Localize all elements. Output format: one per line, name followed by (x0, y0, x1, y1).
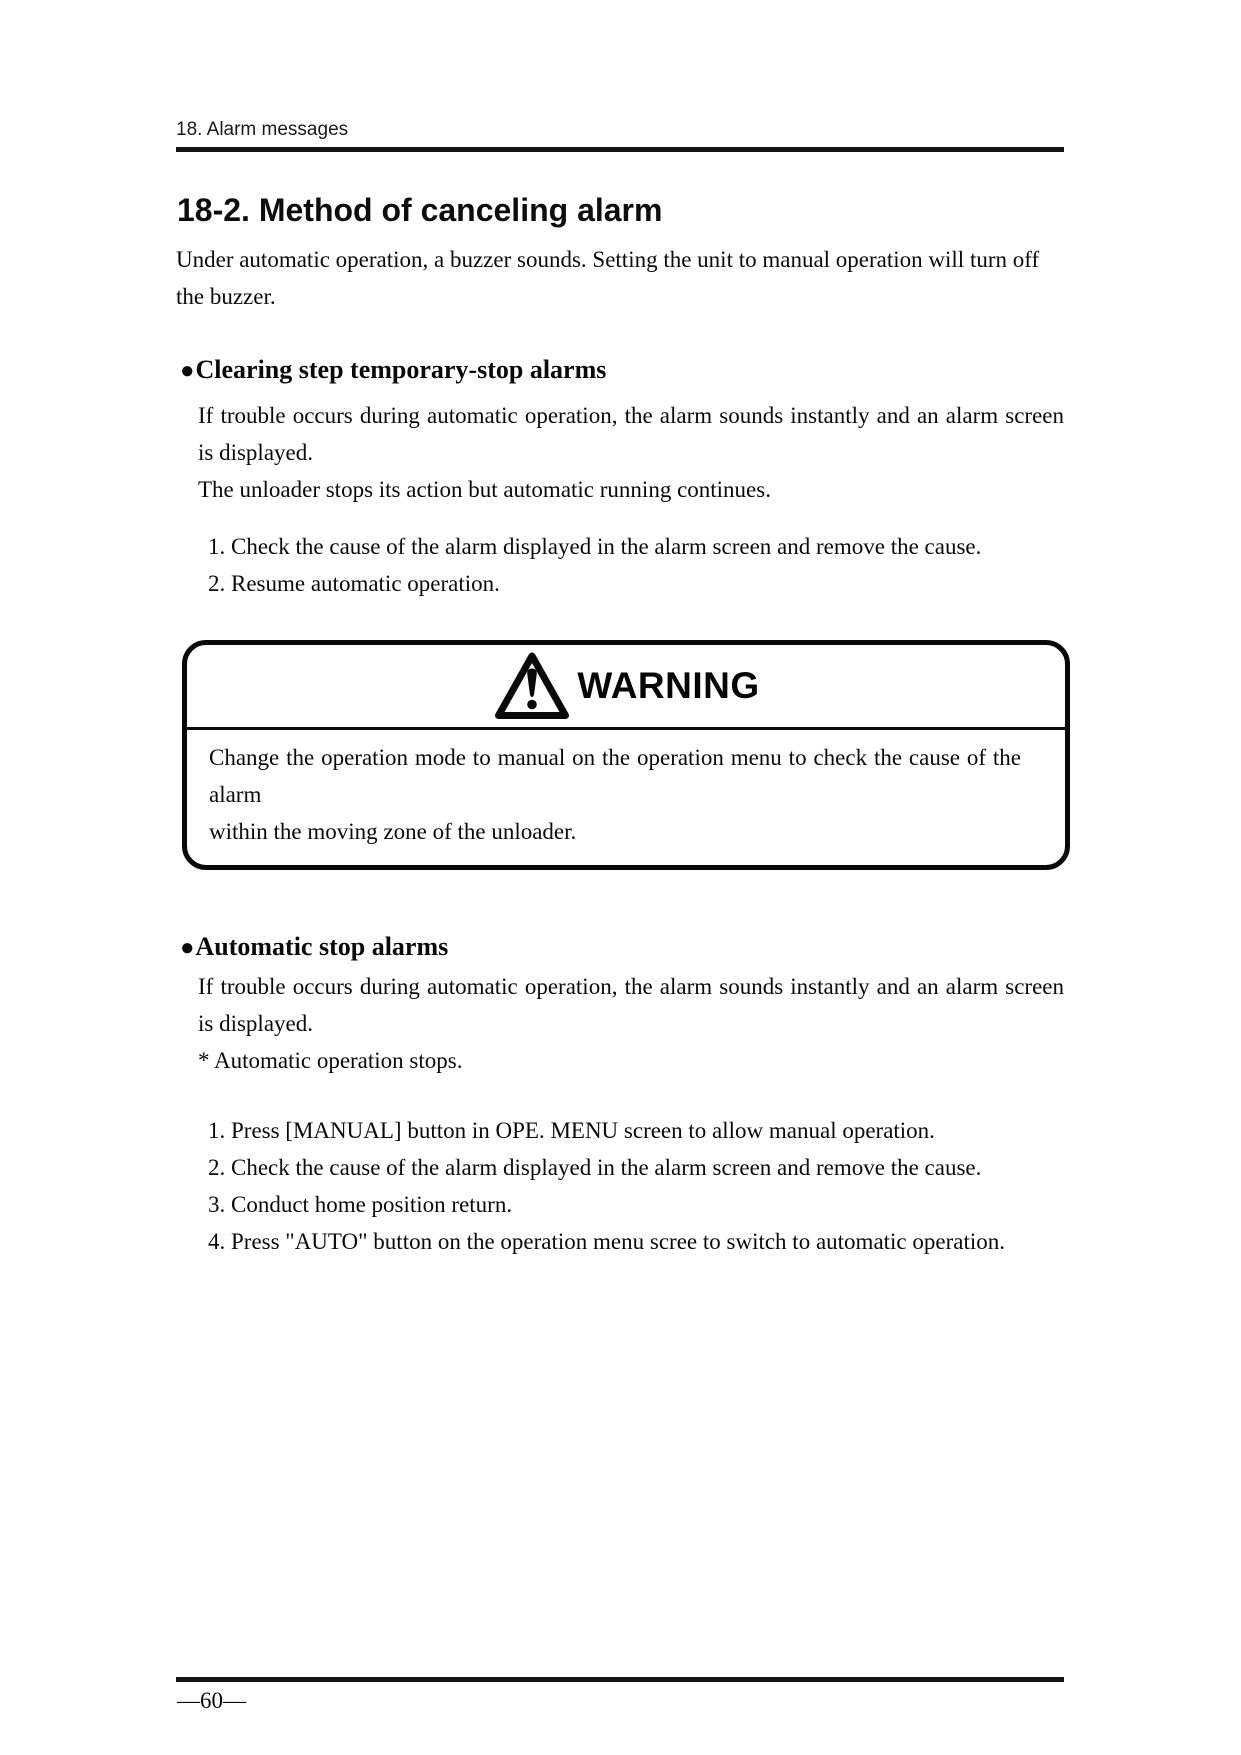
section1-step-list (176, 528, 1064, 602)
list-item: 2. Check the cause of the alarm displayed in the alarm screen and remove the cause. (208, 1155, 982, 1180)
warning-triangle-icon (492, 649, 572, 723)
section1-paragraph (176, 397, 1064, 508)
list-item: 1. Check the cause of the alarm displayed in the alarm screen and remove the cause. (208, 534, 982, 559)
paragraph-line: the buzzer. (176, 284, 276, 309)
paragraph-line: * Automatic operation stops. (198, 1048, 463, 1073)
page-title: 18-2. Method of canceling alarm (177, 192, 663, 228)
paragraph-line: If trouble occurs during automatic operation, the alarm sounds instantly and an alarm screen (198, 974, 1064, 999)
list-item: 4. Press "AUTO" button on the operation menu scree to switch to automatic operation. (208, 1229, 1005, 1254)
paragraph-line: Under automatic operation, a buzzer sounds. Setting the unit to manual operation will turn off (176, 247, 1040, 272)
bullet-icon: ● (180, 358, 195, 384)
paragraph-line: is displayed. (198, 440, 313, 465)
intro-paragraph (176, 241, 1064, 315)
page-number: —60— (177, 1688, 246, 1713)
section-heading-label: Automatic stop alarms (195, 932, 449, 961)
warning-label: WARNING (577, 665, 760, 706)
header-rule (176, 147, 1064, 152)
section-heading-automatic-stop (180, 928, 1064, 967)
list-item: 1. Press [MANUAL] button in OPE. MENU screen to allow manual operation. (208, 1118, 935, 1143)
paragraph-line: The unloader stops its action but automatic running continues. (198, 477, 771, 502)
paragraph-line: is displayed. (198, 1011, 313, 1036)
list-item: 3. Conduct home position return. (208, 1192, 513, 1217)
paragraph-line: within the moving zone of the unloader. (209, 819, 577, 844)
bullet-icon: ● (180, 935, 195, 961)
section2-step-list (176, 1112, 1064, 1260)
paragraph-line: Change the operation mode to manual on the operation menu to check the cause of the alarm (209, 745, 1021, 807)
warning-body (187, 730, 1065, 865)
section2-paragraph (176, 968, 1064, 1079)
section-heading-label: Clearing step temporary-stop alarms (195, 355, 607, 384)
section-heading-clearing-step (180, 351, 1064, 390)
footer-rule (176, 1677, 1064, 1682)
list-item: 2. Resume automatic operation. (208, 571, 500, 596)
chapter-header: 18. Alarm messages (176, 119, 349, 140)
warning-header (187, 645, 1065, 730)
paragraph-line: If trouble occurs during automatic operation, the alarm sounds instantly and an alarm screen (198, 403, 1064, 428)
warning-box (182, 640, 1070, 870)
